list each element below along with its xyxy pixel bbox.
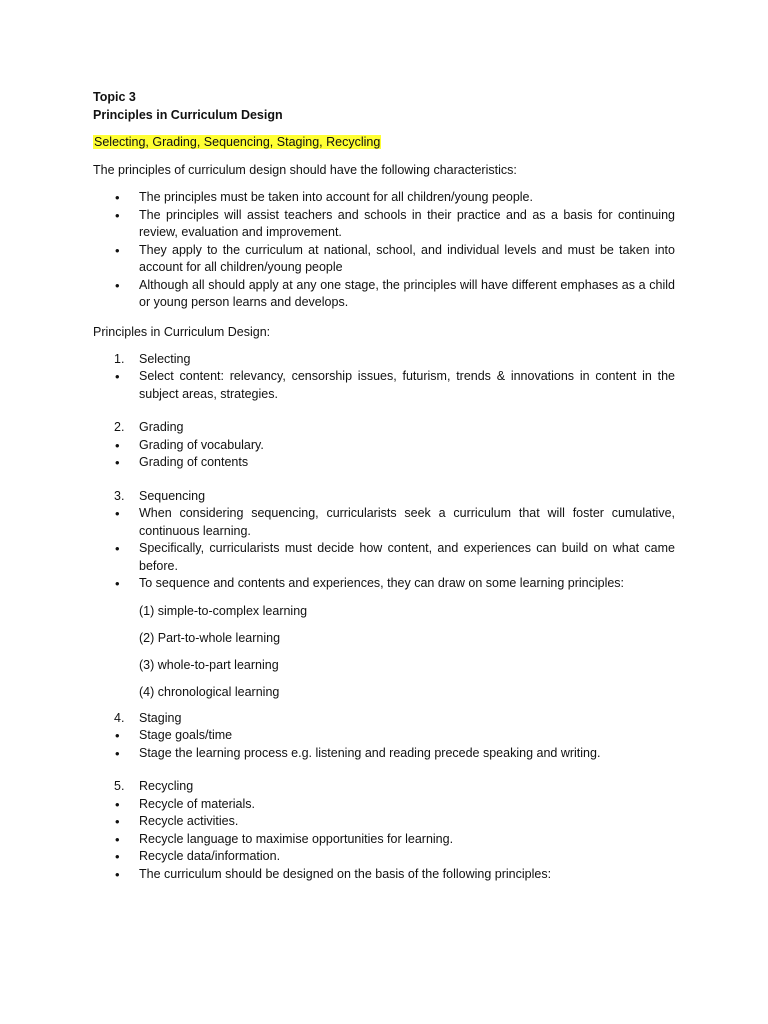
highlight-line — [93, 133, 675, 151]
list-item: • Grading of vocabulary. — [93, 437, 675, 455]
list-item: • Recycle data/information. — [93, 848, 675, 866]
section-bullets — [93, 437, 675, 472]
section-number: 3. — [114, 488, 125, 503]
list-item: • The curriculum should be designed on the basis of the following principles: — [93, 866, 675, 884]
list-item: • Recycle of materials. — [93, 796, 675, 814]
list-item: • Specifically, curricularists must decide how content, and experiences can build on what came before. — [93, 540, 675, 575]
list-item: • Recycle activities. — [93, 813, 675, 831]
section-name: Sequencing — [139, 488, 206, 503]
learning-principle: (4) chronological learning — [139, 684, 280, 699]
section-name: Staging — [139, 710, 182, 725]
section-name: Recycling — [139, 779, 194, 793]
section-name: Selecting — [139, 351, 191, 366]
list-item: • Select content: relevancy, censorship issues, futurism, trends & innovations in content in the subject areas, strategies. — [93, 368, 675, 403]
section-staging — [93, 710, 675, 728]
section-number: 4. — [114, 710, 125, 725]
list-item: • Stage goals/time — [93, 727, 675, 745]
list-item: • When considering sequencing, curricularists seek a curriculum that will foster cumulative, continuous learning. — [93, 505, 675, 540]
final-bullet-list — [93, 866, 675, 884]
list-item: • Although all should apply at any one stage, the principles will have different emphases as a child or young person learns and develops. — [93, 277, 675, 312]
section-selecting — [93, 351, 675, 369]
section-recycling — [93, 778, 675, 796]
topic-label: Topic 3 — [93, 90, 136, 104]
list-item: • Stage the learning process e.g. listening and reading precede speaking and writing. — [93, 745, 675, 763]
learning-principle: (1) simple-to-complex learning — [139, 603, 308, 618]
section-grading — [93, 419, 675, 437]
list-item: • The principles must be taken into account for all children/young people. — [93, 189, 675, 207]
section-bullets — [93, 727, 675, 762]
list-item: • Grading of contents — [93, 454, 675, 472]
list-item: • Recycle language to maximise opportunities for learning. — [93, 831, 675, 849]
highlighted-keywords: Selecting, Grading, Sequencing, Staging, Recycling — [94, 135, 381, 149]
section-number: 5. — [114, 779, 125, 793]
section-sequencing — [93, 488, 675, 506]
section-name: Grading — [139, 420, 184, 434]
principles-heading: Principles in Curriculum Design: — [93, 324, 271, 339]
list-item: • They apply to the curriculum at national, school, and individual levels and must be taken into account for all children/young people — [93, 242, 675, 277]
section-bullets — [93, 368, 675, 403]
section-bullets — [93, 505, 675, 593]
section-number: 2. — [114, 420, 125, 434]
document-page — [93, 88, 675, 883]
list-item: • The principles will assist teachers and schools in their practice and as a basis for continuing review, evaluation and improvement. — [93, 207, 675, 242]
learning-principle: (2) Part-to-whole learning — [139, 630, 281, 645]
characteristics-list — [93, 189, 675, 312]
learning-principle: (3) whole-to-part learning — [139, 657, 279, 672]
intro-paragraph: The principles of curriculum design should have the following characteristics: — [93, 163, 517, 177]
section-bullets — [93, 796, 675, 866]
list-item: • To sequence and contents and experiences, they can draw on some learning principles: — [93, 575, 675, 593]
page-title: Principles in Curriculum Design — [93, 108, 283, 122]
section-number: 1. — [114, 351, 125, 366]
